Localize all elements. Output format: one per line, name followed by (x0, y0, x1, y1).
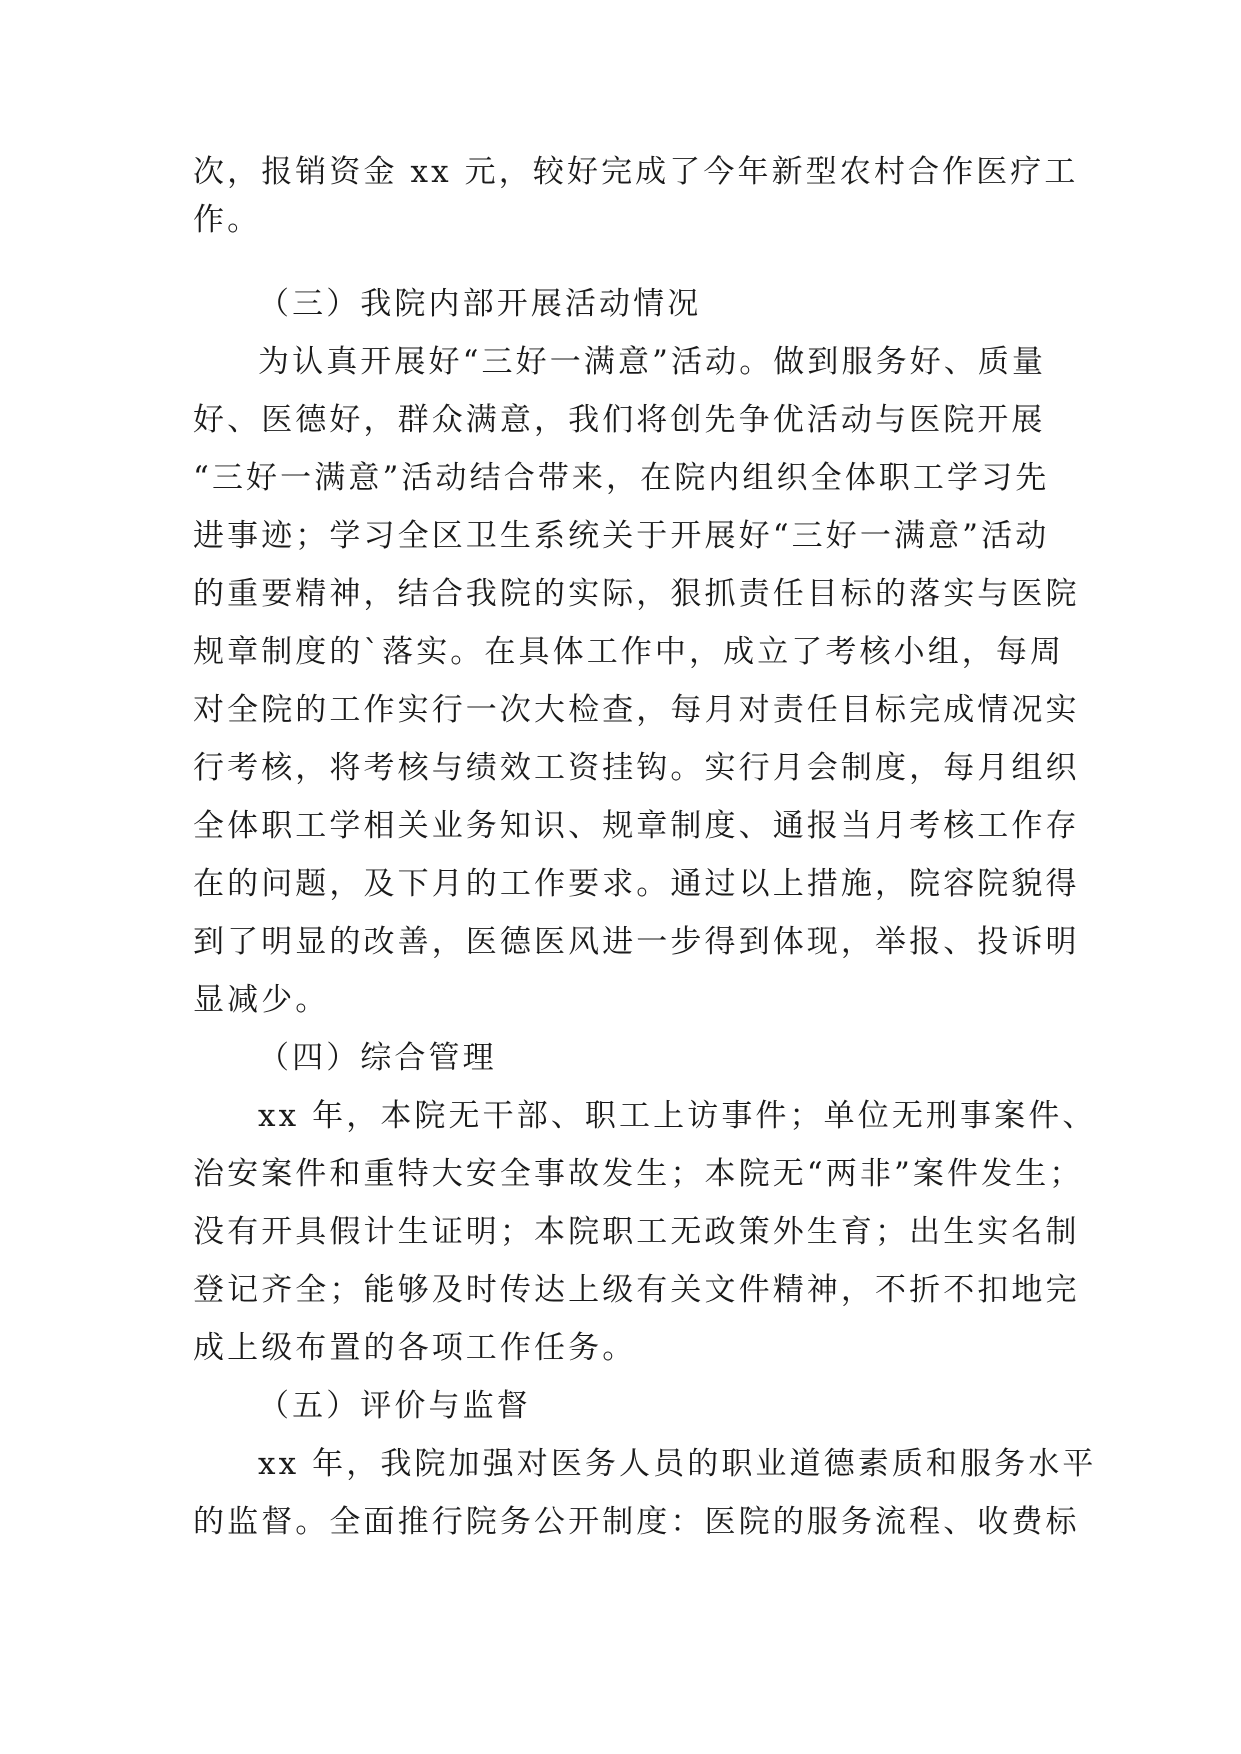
paragraph-line: 全体职工学相关业务知识、规章制度、通报当月考核工作存 (193, 808, 1080, 844)
paragraph-line: 治安案件和重特大安全事故发生；本院无“两非”案件发生； (193, 1156, 1084, 1192)
paragraph-line: 的监督。全面推行院务公开制度：医院的服务流程、收费标 (193, 1504, 1080, 1540)
paragraph-line: xx 年，本院无干部、职工上访事件；单位无刑事案件、 (258, 1098, 1097, 1134)
paragraph-line: 行考核，将考核与绩效工资挂钩。实行月会制度，每月组织 (193, 750, 1080, 786)
paragraph-line: 规章制度的`落实。在具体工作中，成立了考核小组，每周 (193, 634, 1065, 670)
section-heading-3: （三）我院内部开展活动情况 (258, 286, 702, 322)
paragraph-line: “三好一满意”活动结合带来，在院内组织全体职工学习先 (193, 460, 1050, 496)
paragraph-line: 好、医德好，群众满意，我们将创先争优活动与医院开展 (193, 402, 1046, 438)
paragraph-line: 在的问题，及下月的工作要求。通过以上措施，院容院貌得 (193, 866, 1080, 902)
paragraph-line: xx 年，我院加强对医务人员的职业道德素质和服务水平 (258, 1446, 1097, 1482)
paragraph-line: 对全院的工作实行一次大检查，每月对责任目标完成情况实 (193, 692, 1080, 728)
paragraph-line: 为认真开展好“三好一满意”活动。做到服务好、质量 (258, 344, 1047, 380)
paragraph-line: 的重要精神，结合我院的实际，狠抓责任目标的落实与医院 (193, 576, 1080, 612)
paragraph-line: 进事迹；学习全区卫生系统关于开展好“三好一满意”活动 (193, 518, 1050, 554)
paragraph-line: 显减少。 (193, 982, 330, 1018)
section-heading-4: （四）综合管理 (258, 1040, 497, 1076)
paragraph-line: 到了明显的改善，医德医风进一步得到体现，举报、投诉明 (193, 924, 1080, 960)
paragraph-line: 作。 (193, 202, 262, 238)
section-heading-5: （五）评价与监督 (258, 1388, 531, 1424)
paragraph-line: 登记齐全；能够及时传达上级有关文件精神，不折不扣地完 (193, 1272, 1080, 1308)
paragraph-line: 成上级布置的各项工作任务。 (193, 1330, 637, 1366)
paragraph-line: 没有开具假计生证明；本院职工无政策外生育；出生实名制 (193, 1214, 1080, 1250)
paragraph-line: 次，报销资金 xx 元，较好完成了今年新型农村合作医疗工 (193, 154, 1079, 190)
